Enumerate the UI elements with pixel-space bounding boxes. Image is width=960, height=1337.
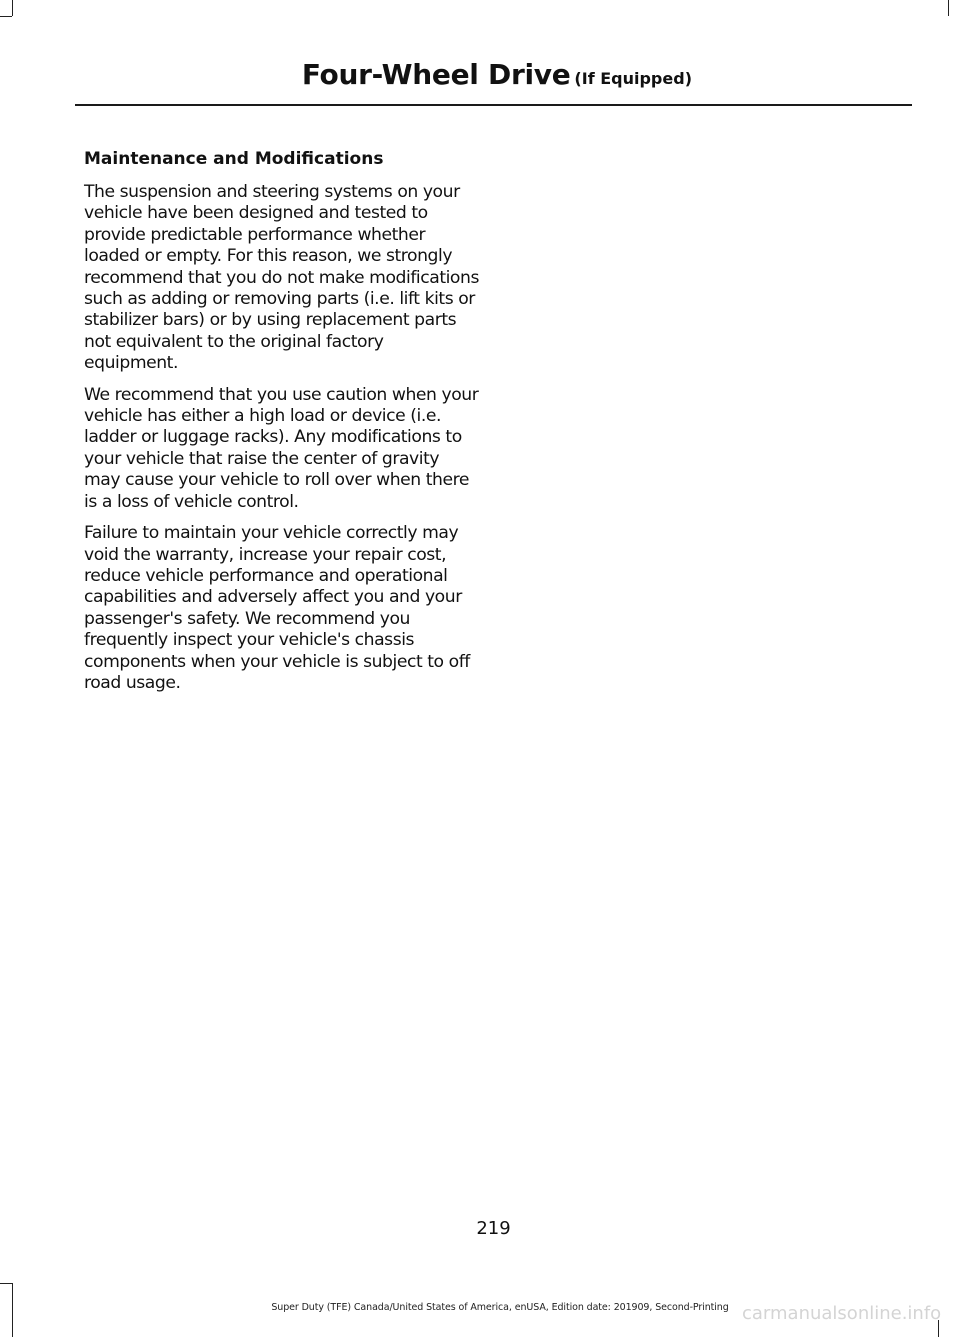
crop-mark <box>948 0 949 16</box>
chapter-title: Four-Wheel Drive <box>301 58 571 91</box>
header-divider <box>75 104 912 106</box>
watermark: carmanualsonline.info <box>742 1303 942 1324</box>
crop-mark <box>0 1283 12 1284</box>
chapter-subtitle: (If Equipped) <box>574 69 692 88</box>
edition-footer: Super Duty (TFE) Canada/United States of America, enUSA, Edition date: 201909, Second-Printing <box>271 1302 729 1313</box>
crop-mark <box>12 0 13 16</box>
main-content <box>84 148 479 704</box>
page-header <box>302 58 692 91</box>
body-paragraph: Failure to maintain your vehicle correctly may void the warranty, increase your repair cost, reduce vehicle performance and operational capabilities and adversely affect you and your passenger's safety. We recommend you frequently inspect your vehicle's chassis components when your vehicle is subject to off road usage. <box>84 523 470 693</box>
crop-mark <box>0 16 12 17</box>
page-number: 219 <box>476 1218 511 1239</box>
body-paragraph: We recommend that you use caution when your vehicle has either a high load or device (i.e. ladder or luggage racks). Any modifications to your vehicle that raise the center of gravity may cause your vehicle to roll over when there is a loss of vehicle control. <box>84 384 479 512</box>
body-paragraph: The suspension and steering systems on your vehicle have been designed and tested to provide predictable performance whether loaded or empty. For this reason, we strongly recommend that you do not make modifications such as adding or removing parts (i.e. lift kits or stabilizer bars) or by using replacement parts not equivalent to the original factory equipment. <box>84 182 479 374</box>
section-heading: Maintenance and Modifications <box>84 149 384 169</box>
